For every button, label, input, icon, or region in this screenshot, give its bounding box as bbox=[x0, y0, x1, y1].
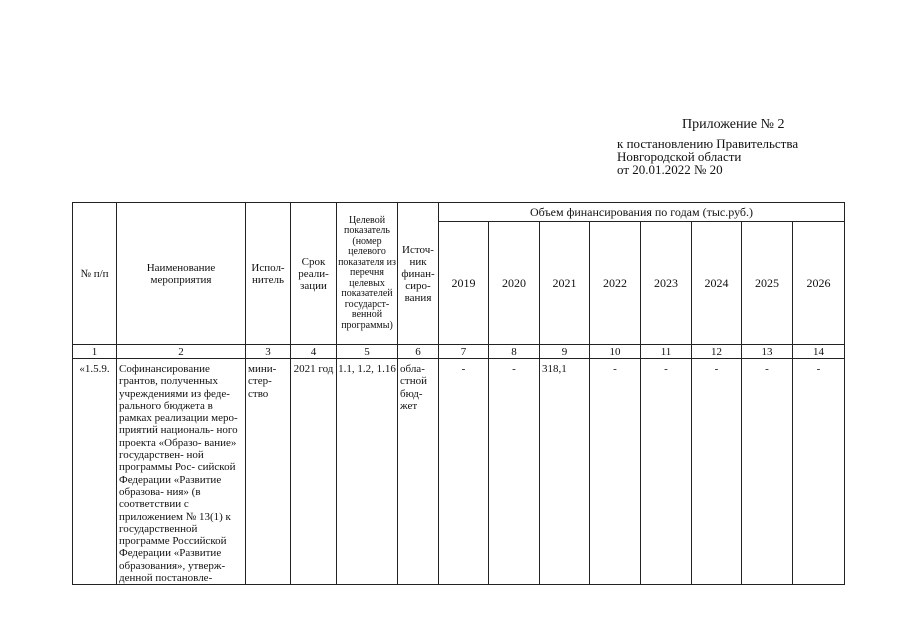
target-indicator: 1.1, 1.2, 1.16 bbox=[337, 359, 398, 585]
header-funding-group: Объем финансирования по годам (тыс.руб.) bbox=[439, 203, 845, 222]
header-source: Источ- ник финан- сиро- вания bbox=[398, 203, 439, 345]
header-row-top bbox=[73, 203, 845, 222]
header-target: Целевой показатель (номер целевого показателя из перечня целевых показателей государст- венной программы) bbox=[337, 203, 398, 345]
column-number: 2 bbox=[117, 345, 246, 359]
column-number: 3 bbox=[246, 345, 291, 359]
funding-value: - bbox=[793, 359, 845, 585]
column-number: 6 bbox=[398, 345, 439, 359]
header-year: 2026 bbox=[793, 222, 845, 345]
resolution-line: Новгородской области bbox=[617, 149, 742, 164]
resolution-reference bbox=[617, 137, 798, 176]
column-number: 13 bbox=[742, 345, 793, 359]
header-year: 2024 bbox=[692, 222, 742, 345]
header-year: 2025 bbox=[742, 222, 793, 345]
funding-source: обла- стной бюд- жет bbox=[398, 359, 439, 585]
activity-name: Софинансирование грантов, полученных учреждениями из феде- рального бюджета в рамках реализации меро- приятий националь- ного проекта «Образо- вание» государствен- ной программы Рос- сийской Федерации «Развитие образова- ния» (в соответствии с приложением № 13(1) к государственной программе Российской Федерации «Развитие образования», утверж- денной постановле- bbox=[117, 359, 246, 585]
column-number: 4 bbox=[291, 345, 337, 359]
funding-value: - bbox=[641, 359, 692, 585]
column-number: 1 bbox=[73, 345, 117, 359]
header-name: Наименование мероприятия bbox=[117, 203, 246, 345]
funding-value: - bbox=[742, 359, 793, 585]
header-year: 2023 bbox=[641, 222, 692, 345]
header-year: 2021 bbox=[540, 222, 590, 345]
resolution-line: от 20.01.2022 № 20 bbox=[617, 162, 723, 177]
resolution-line: к постановлению Правительства bbox=[617, 136, 799, 151]
column-number: 9 bbox=[540, 345, 590, 359]
header-year: 2019 bbox=[439, 222, 489, 345]
column-number: 11 bbox=[641, 345, 692, 359]
funding-value: - bbox=[590, 359, 641, 585]
funding-value: - bbox=[489, 359, 540, 585]
program-activities-table bbox=[72, 202, 845, 585]
column-number: 14 bbox=[793, 345, 845, 359]
header-num: № п/п bbox=[73, 203, 117, 345]
funding-value: - bbox=[692, 359, 742, 585]
column-number: 12 bbox=[692, 345, 742, 359]
header-year: 2022 bbox=[590, 222, 641, 345]
column-number: 5 bbox=[337, 345, 398, 359]
funding-value: - bbox=[439, 359, 489, 585]
header-executor: Испол- нитель bbox=[246, 203, 291, 345]
column-numbers-row bbox=[73, 345, 845, 359]
table-row bbox=[73, 359, 845, 585]
column-number: 7 bbox=[439, 345, 489, 359]
row-number: «1.5.9. bbox=[73, 359, 117, 585]
column-number: 8 bbox=[489, 345, 540, 359]
executor: мини- стер- ство bbox=[246, 359, 291, 585]
header-year: 2020 bbox=[489, 222, 540, 345]
column-number: 10 bbox=[590, 345, 641, 359]
annex-title: Приложение № 2 bbox=[682, 117, 785, 132]
funding-value: 318,1 bbox=[540, 359, 590, 585]
header-term: Срок реали- зации bbox=[291, 203, 337, 345]
implementation-term: 2021 год bbox=[291, 359, 337, 585]
